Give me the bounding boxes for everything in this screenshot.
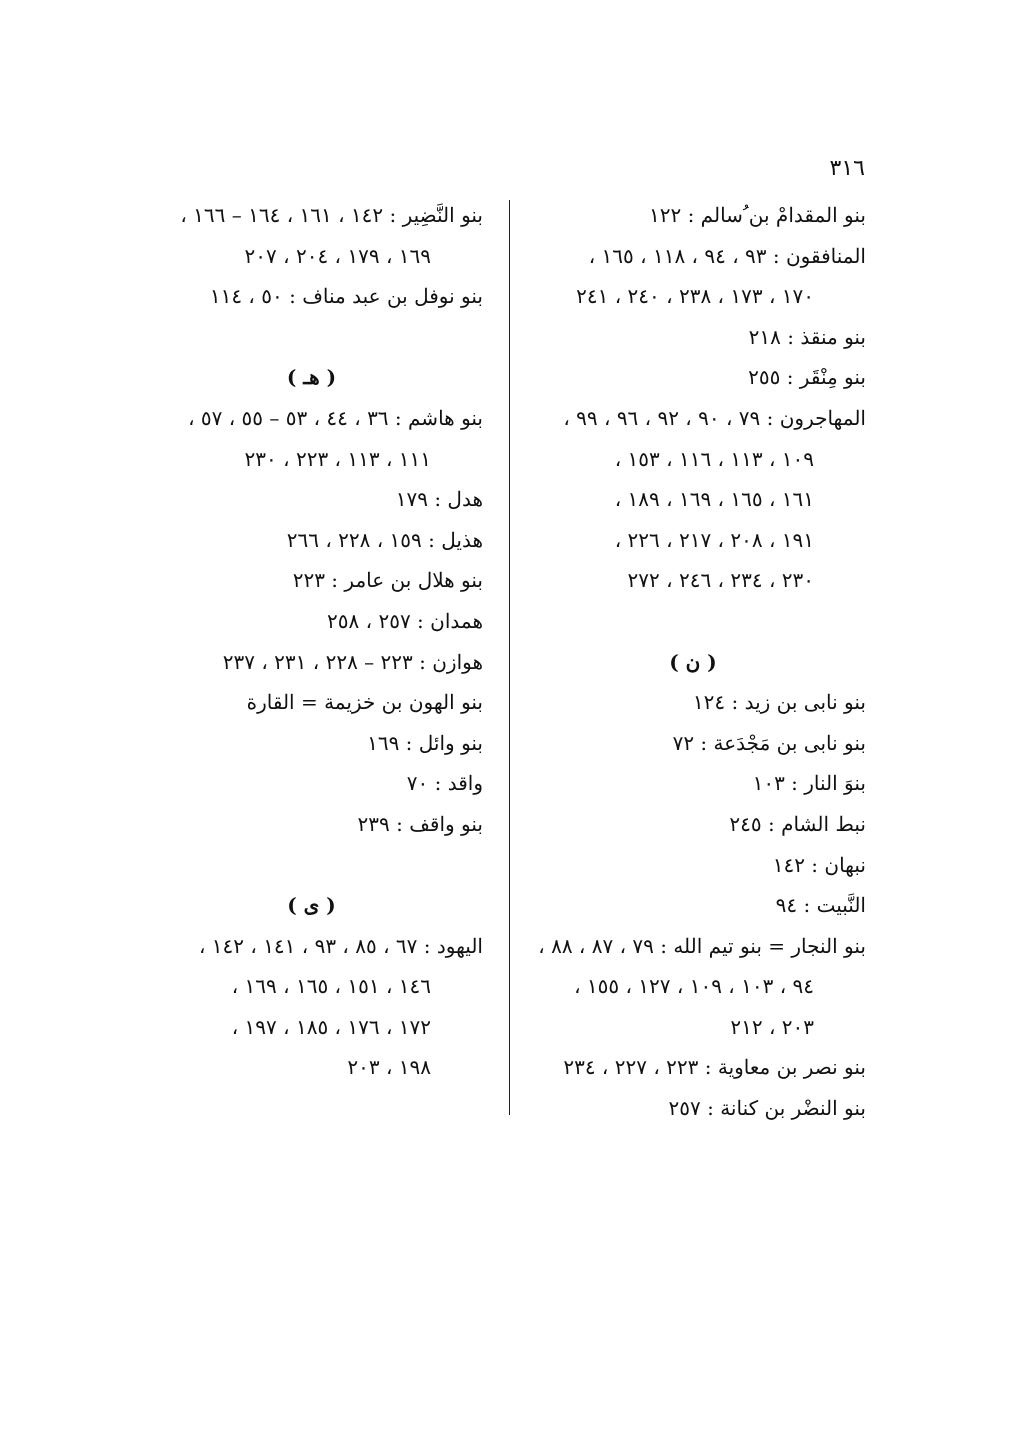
index-entry: النَّبيت : ٩٤	[775, 893, 866, 918]
index-entry: بنو الهون بن خزيمة = القارة	[246, 690, 483, 715]
index-column-right	[520, 195, 866, 1129]
index-entry: بنو هاشم : ٣٦ ، ٤٤ ، ٥٣ – ٥٥ ، ٥٧ ،	[188, 405, 483, 430]
index-entry: بنو النَّضِير : ١٤٢ ، ١٦١ ، ١٦٤ – ١٦٦ ،	[180, 203, 483, 227]
index-entry: بنو منقذ : ٢١٨	[748, 324, 866, 349]
index-entry-continuation: ١٧٠ ، ١٧٣ ، ٢٣٨ ، ٢٤٠ ، ٢٤١	[576, 284, 814, 309]
index-entry: المهاجرون : ٧٩ ، ٩٠ ، ٩٢ ، ٩٦ ، ٩٩ ،	[563, 405, 866, 430]
index-column-left	[140, 195, 483, 1088]
index-entry: هدل : ١٧٩	[395, 487, 483, 512]
index-entry: نبهان : ١٤٢	[772, 852, 866, 877]
page-number: ٣١٦	[829, 156, 865, 181]
index-entry: بنو هلال بن عامر : ٢٢٣	[292, 568, 483, 593]
index-entry-continuation: ١٩١ ، ٢٠٨ ، ٢١٧ ، ٢٢٦ ،	[614, 527, 814, 552]
index-entry: بنو مِنْقَر : ٢٥٥	[748, 365, 866, 390]
index-entry-continuation: ١٧٢ ، ١٧٦ ، ١٨٥ ، ١٩٧ ،	[231, 1014, 431, 1039]
index-entry: بنو نصر بن معاوية : ٢٢٣ ، ٢٢٧ ، ٢٣٤	[563, 1055, 866, 1080]
index-entry-continuation: ٢٠٣ ، ٢١٢	[730, 1014, 814, 1039]
index-entry: بنو واقف : ٢٣٩	[357, 811, 483, 836]
index-entry: المنافقون : ٩٣ ، ٩٤ ، ١١٨ ، ١٦٥ ،	[588, 243, 866, 268]
index-entry-continuation: ٩٤ ، ١٠٣ ، ١٠٩ ، ١٢٧ ، ١٥٥ ،	[574, 974, 814, 999]
index-entry-continuation: ١٩٨ ، ٢٠٣	[347, 1055, 431, 1080]
index-entry: هوازن : ٢٢٣ – ٢٢٨ ، ٢٣١ ، ٢٣٧	[222, 649, 483, 674]
index-entry: بنو نابى بن زيد : ١٢٤	[692, 690, 866, 715]
index-entry: بنو النضْر بن كنانة : ٢٥٧	[668, 1096, 866, 1121]
index-entry: بنو نوفل بن عبد مناف : ٥٠ ، ١١٤	[209, 284, 483, 309]
blank-line	[140, 317, 483, 358]
blank-line	[520, 601, 866, 642]
section-heading: ( ى )	[287, 893, 336, 918]
section-heading: ( ن )	[669, 649, 717, 674]
index-entry-continuation: ٢٣٠ ، ٢٣٤ ، ٢٤٦ ، ٢٧٢	[627, 568, 814, 593]
index-entry: بنو المقدامْ بن ُسالم : ١٢٢	[648, 203, 866, 227]
index-entry: نبط الشام : ٢٤٥	[729, 811, 866, 836]
blank-line	[140, 845, 483, 886]
index-entry: واقد : ٧٠	[406, 771, 483, 796]
index-entry: همدان : ٢٥٧ ، ٢٥٨	[327, 608, 483, 633]
index-entry: بنو نابى بن مَجْدَعة : ٧٢	[672, 730, 866, 755]
index-entry: هذيل : ١٥٩ ، ٢٢٨ ، ٢٦٦	[286, 527, 483, 552]
index-entry-continuation: ١٦٩ ، ١٧٩ ، ٢٠٤ ، ٢٠٧	[244, 243, 431, 268]
index-entry-continuation: ١١١ ، ١١٣ ، ٢٢٣ ، ٢٣٠	[244, 446, 431, 471]
section-heading: ( هـ )	[286, 365, 337, 390]
index-entry-continuation: ١٤٦ ، ١٥١ ، ١٦٥ ، ١٦٩ ،	[231, 974, 431, 999]
index-entry: بنو وائل : ١٦٩	[367, 730, 483, 755]
index-entry: بنو النجار = بنو تيم الله : ٧٩ ، ٨٧ ، ٨٨ ،	[538, 933, 866, 958]
index-entry-continuation: ١٦١ ، ١٦٥ ، ١٦٩ ، ١٨٩ ،	[614, 487, 814, 512]
index-entry: اليهود : ٦٧ ، ٨٥ ، ٩٣ ، ١٤١ ، ١٤٢ ،	[198, 933, 483, 958]
index-entry-continuation: ١٠٩ ، ١١٣ ، ١١٦ ، ١٥٣ ،	[614, 446, 814, 471]
column-divider	[509, 200, 510, 1115]
index-entry: بنوَ النار : ١٠٣	[752, 771, 866, 796]
